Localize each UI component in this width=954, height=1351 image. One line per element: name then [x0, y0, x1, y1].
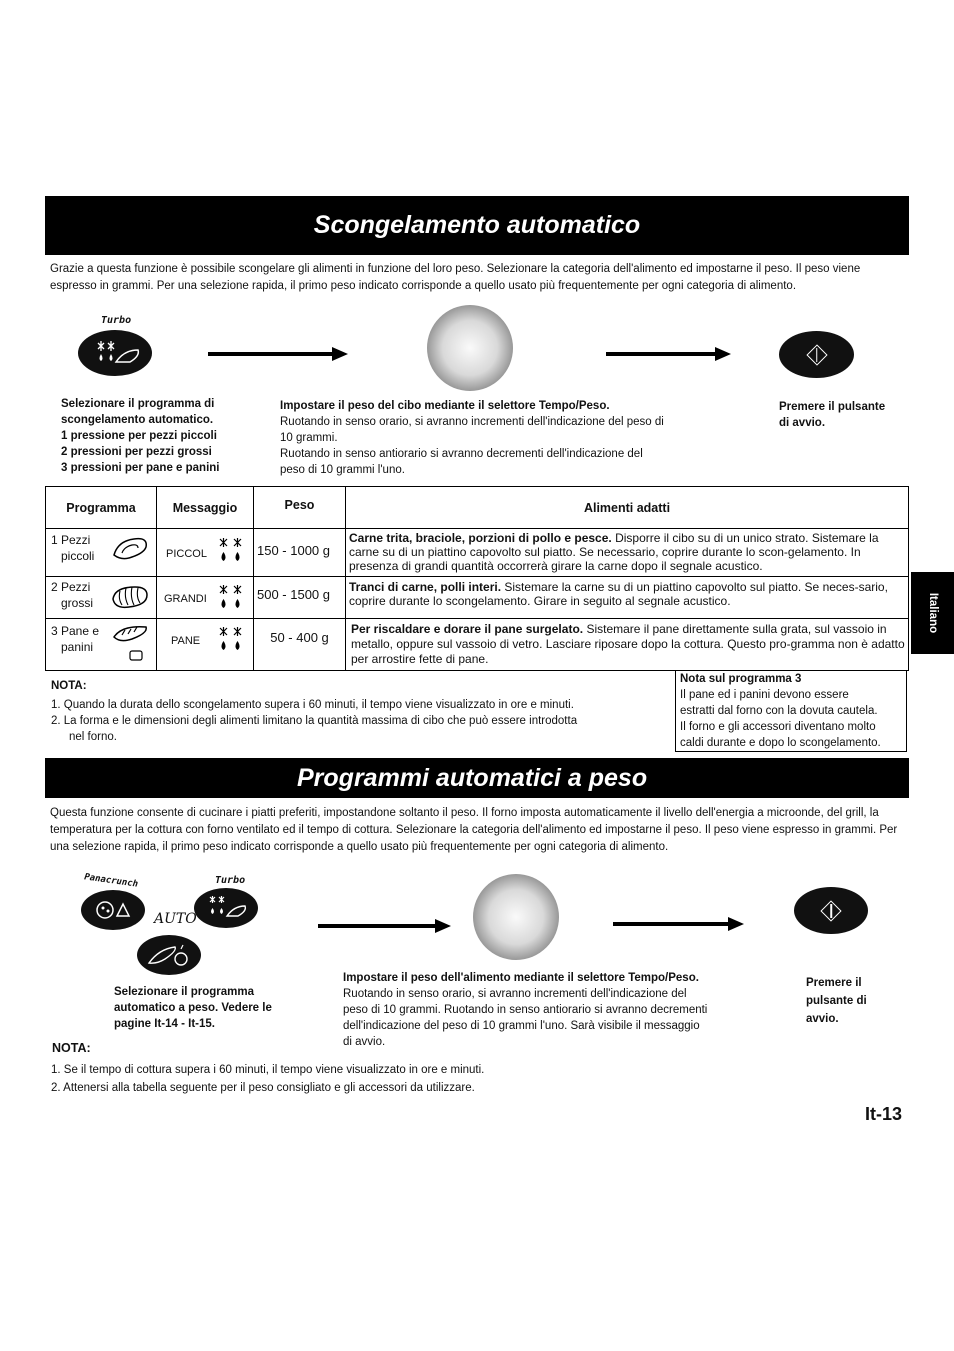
nota-heading: NOTA:	[52, 1041, 91, 1055]
table-header: Alimenti adatti	[346, 487, 909, 529]
defrost-symbol-icon	[217, 626, 247, 656]
step2-line: peso di 10 grammi. Ruotando in senso antiorario si avranno decrementi	[343, 1004, 708, 1016]
step3-line: pulsante di	[806, 995, 867, 1007]
intro-paragraph: Questa funzione consente di cucinare i piatti preferiti, impostandone soltanto il peso. Il forno imposta automaticamente il livello dell'energia a microonde, del grill, la temperatura per la cottura con forno ventilato ed il tempo di cottura. Selezionare la categoria dell'alimento ed impostarne il peso. Il peso viene espresso in grammi. Per una selezione rapida, il primo peso indicato corrisponde a quello usato più frequentemente per ogni categoria di alimento.	[50, 807, 898, 853]
notebox-line: Il forno e gli accessori diventano molto	[680, 721, 876, 733]
table-row	[46, 619, 909, 671]
display-message: PANE	[171, 635, 201, 647]
time-weight-dial[interactable]	[427, 305, 513, 391]
step2-line: di avvio.	[343, 1036, 386, 1048]
weight-range: 500 - 1500 g	[254, 577, 346, 619]
table-row	[46, 577, 909, 619]
step1-line: Selezionare il programma di	[61, 398, 215, 410]
meat-icon	[110, 535, 150, 565]
start-button[interactable]	[794, 887, 868, 934]
step2-line: Ruotando in senso orario, si avranno incrementi dell'indicazione del	[343, 988, 687, 1000]
time-weight-dial[interactable]	[473, 874, 559, 960]
note-item: 2. La forma e le dimensioni degli alimenti limitano la quantità massima di cibo che può essere introdotta	[51, 715, 578, 727]
food-heading: Carne trita, braciole, porzioni di pollo e pesce.	[349, 531, 612, 545]
step2-line: peso di 10 grammi l'uno.	[280, 464, 405, 476]
weight-range: 150 - 1000 g	[254, 529, 346, 577]
section-title: Programmi automatici a peso	[297, 764, 648, 792]
flow-arrow	[208, 352, 332, 356]
note-item: 1. Se il tempo di cottura supera i 60 minuti, il tempo viene visualizzato in ore e minuti.	[51, 1064, 485, 1076]
turbo-label: Turbo	[215, 875, 246, 886]
step1-line: scongelamento automatico.	[61, 414, 214, 426]
note-item: nel forno.	[69, 731, 117, 743]
note-item: 2. Attenersi alla tabella seguente per il peso consigliato e gli accessori da utilizzare.	[51, 1082, 475, 1094]
notebox-line: Il pane ed i panini devono essere	[680, 689, 849, 701]
step1-line: automatico a peso. Vedere le	[114, 1002, 272, 1014]
panacrunch-button[interactable]	[81, 890, 145, 930]
step3-caption	[806, 974, 867, 1028]
turbo-label: Turbo	[101, 315, 132, 326]
bread-icon	[110, 623, 150, 665]
panacrunch-label: Panacrunch	[83, 872, 139, 890]
section-title: Scongelamento automatico	[313, 211, 641, 239]
notes-list	[51, 697, 671, 745]
step3-caption	[779, 399, 885, 431]
program3-note-box	[675, 670, 907, 752]
program-label: 3 Pane e	[51, 624, 100, 638]
step1-line: Selezionare il programma	[114, 986, 254, 998]
flow-arrow-head	[332, 347, 348, 361]
step3-line: Premere il	[806, 977, 862, 989]
step2-caption	[343, 970, 773, 1050]
section-title-banner	[45, 758, 909, 798]
page-number: It-13	[865, 1104, 903, 1124]
flow-arrow-head	[435, 919, 451, 933]
flow-arrow-head	[715, 347, 731, 361]
step1-line: 3 pressioni per pane e panini	[61, 462, 220, 474]
step3-line: Premere il pulsante	[779, 401, 886, 413]
food-description	[346, 577, 909, 619]
display-message: GRANDI	[164, 593, 207, 605]
turbo-button[interactable]	[194, 888, 258, 928]
start-icon-line	[816, 348, 818, 362]
step2-heading: Impostare il peso del cibo mediante il selettore Tempo/Peso.	[280, 400, 610, 412]
food-heading: Per riscaldare e dorare il pane surgelato.	[351, 622, 584, 636]
defrost-table	[45, 486, 909, 671]
step1-line: 2 pressioni per pezzi grossi	[61, 446, 212, 458]
program-label: grossi	[61, 596, 94, 610]
flow-arrow	[613, 922, 729, 926]
step2-caption	[280, 398, 720, 478]
roast-icon	[110, 583, 150, 611]
step1-caption	[61, 396, 220, 476]
display-message: PICCOL	[166, 548, 207, 560]
auto-weight-button[interactable]	[137, 935, 201, 975]
program-label: 2 Pezzi	[51, 580, 91, 594]
flow-arrow	[606, 352, 716, 356]
defrost-icon	[78, 330, 152, 376]
step1-line: 1 pressione per pezzi piccoli	[61, 430, 217, 442]
weight-range: 50 - 400 g	[254, 619, 346, 671]
step2-line: 10 grammi.	[280, 432, 338, 444]
step2-line: Ruotando in senso orario, si avranno incrementi dell'indicazione del peso di	[280, 416, 664, 428]
language-tab	[911, 572, 954, 654]
program-label: 1 Pezzi	[51, 533, 91, 547]
defrost-symbol-icon	[217, 537, 247, 567]
step2-heading: Impostare il peso dell'alimento mediante il selettore Tempo/Peso.	[343, 972, 699, 984]
table-header: Messaggio	[157, 487, 254, 529]
start-button[interactable]	[779, 331, 854, 378]
table-row	[46, 529, 909, 577]
nota-heading: NOTA:	[51, 680, 87, 692]
notes-list	[51, 1061, 484, 1097]
flow-arrow-head	[728, 917, 744, 931]
start-icon-line	[830, 904, 832, 918]
program-label: piccoli	[61, 549, 95, 563]
table-header: Peso	[254, 487, 346, 529]
notebox-line: caldi durante e dopo lo scongelamento.	[680, 737, 881, 749]
food-icon	[137, 935, 201, 975]
notebox-title: Nota sul programma 3	[680, 673, 802, 685]
food-text: Sistemare la carne su di un piattino capovolto sul piatto. Se neces-sario, coprire durante lo scongelamento. Girare in seguito al segnale acustico.	[349, 580, 888, 608]
food-heading: Tranci di carne, polli interi.	[349, 580, 502, 594]
defrost-symbol-icon	[217, 584, 247, 614]
step2-line: Ruotando in senso antiorario si avranno decrementi dell'indicazione del	[280, 448, 643, 460]
step3-line: di avvio.	[779, 417, 826, 429]
language-label: Italiano	[926, 592, 939, 634]
defrost-button[interactable]	[78, 330, 152, 376]
note-item: 1. Quando la durata dello scongelamento supera i 60 minuti, il tempo viene visualizzato in ore e minuti.	[51, 699, 574, 711]
food-description	[346, 619, 909, 671]
section-title-banner	[45, 196, 909, 255]
step2-line: dell'indicazione del peso di 10 grammi l'uno. Sarà visibile il messaggio	[343, 1020, 700, 1032]
step1-line: pagine It-14 - It-15.	[114, 1018, 215, 1030]
food-description	[346, 529, 909, 577]
defrost-icon	[194, 888, 258, 928]
program-label: panini	[61, 640, 94, 654]
intro-paragraph: Grazie a questa funzione è possibile scongelare gli alimenti in funzione del loro peso. Selezionare la categoria dell'alimento ed impostarne il peso. Il peso viene espresso in grammi. Per una selezione rapida, il primo peso indicato corrisponde a quello usato più frequentemente per ogni categoria di alimento.	[50, 263, 861, 292]
table-header: Programma	[46, 487, 157, 529]
notebox-line: estratti dal forno con la dovuta cautela.	[680, 705, 878, 717]
step3-line: avvio.	[806, 1013, 839, 1025]
food-text: Sistemare il pane direttamente sulla grata, sul vassoio in metallo, oppure sul vassoio di vetro. Lasciare riposare dopo la cottura. Questo pro-gramma non è adatto per arrostire fette di pane.	[351, 622, 905, 666]
auto-label: AUTO	[154, 911, 197, 927]
pizza-icon	[81, 890, 145, 930]
food-text: Disporre il cibo su di un unico strato. Sistemare la carne su di un piattino capovolto sul piatto. Se necessario, coprire durante lo scon-gelamento. In presenza di grandi quantità occorrerà girare la carne dopo il segnale acustico.	[349, 531, 879, 573]
step1-caption	[114, 984, 272, 1032]
flow-arrow	[318, 924, 436, 928]
